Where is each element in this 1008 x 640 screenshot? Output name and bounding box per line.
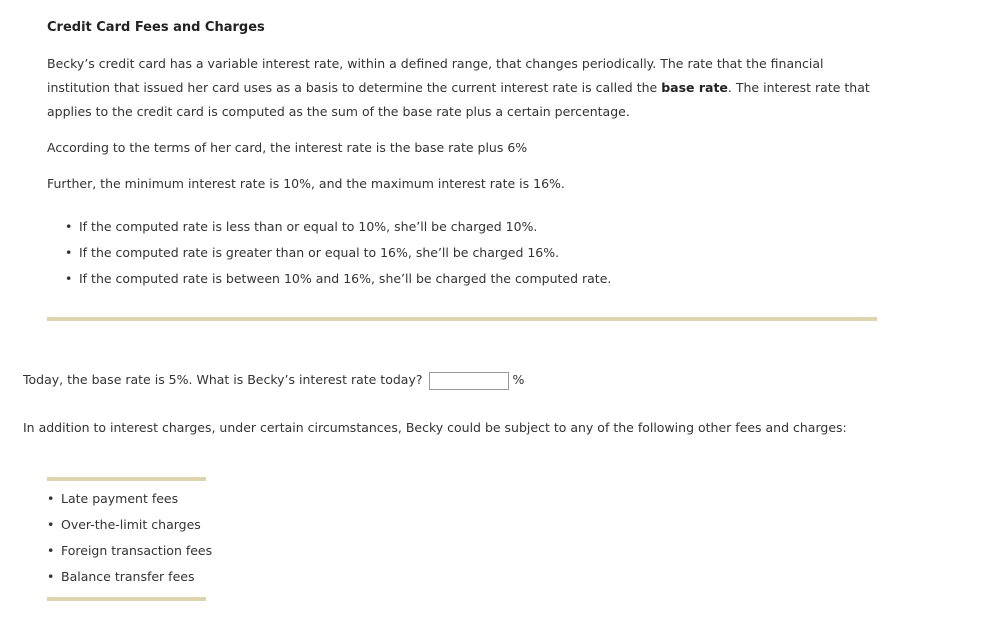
section-title: Credit Card Fees and Charges: [47, 20, 265, 35]
interest-rate-input[interactable]: [429, 372, 509, 390]
intro-text-end: . The interest rate that applies to the credit card is computed as the sum of the base rate plus a certain percentage.: [47, 80, 870, 119]
base-rate-term: base rate: [661, 80, 728, 95]
question-prompt: Today, the base rate is 5%. What is Becky’s interest rate today?: [23, 372, 423, 387]
fees-top-divider: [47, 477, 206, 481]
percent-unit: %: [512, 372, 525, 387]
list-item: • Late payment fees: [47, 486, 212, 512]
list-item: • Balance transfer fees: [47, 564, 212, 590]
other-fees-intro: In addition to interest charges, under certain circumstances, Becky could be subject to any of the following other fees and charges:: [23, 420, 847, 435]
rate-rules-list: [65, 214, 611, 292]
list-item: • If the computed rate is less than or equal to 10%, she’ll be charged 10%.: [65, 214, 611, 240]
limits-paragraph: Further, the minimum interest rate is 10%, and the maximum interest rate is 16%.: [47, 176, 565, 191]
list-item: • Foreign transaction fees: [47, 538, 212, 564]
fees-bottom-divider: [47, 597, 206, 601]
other-fees-list: [47, 486, 212, 590]
terms-paragraph: According to the terms of her card, the interest rate is the base rate plus 6%: [47, 140, 528, 155]
intro-paragraph: [47, 52, 887, 124]
section-divider: [47, 317, 877, 321]
list-item: • Over-the-limit charges: [47, 512, 212, 538]
list-item: • If the computed rate is greater than or equal to 16%, she’ll be charged 16%.: [65, 240, 611, 266]
intro-text-start: Becky’s credit card has a variable interest rate, within a defined range, that changes periodically. The rate that the financial institution that issued her card uses as a basis to determine the current interest rate is called the: [47, 56, 824, 95]
list-item: • If the computed rate is between 10% and 16%, she’ll be charged the computed rate.: [65, 266, 611, 292]
question-row: [23, 370, 524, 390]
